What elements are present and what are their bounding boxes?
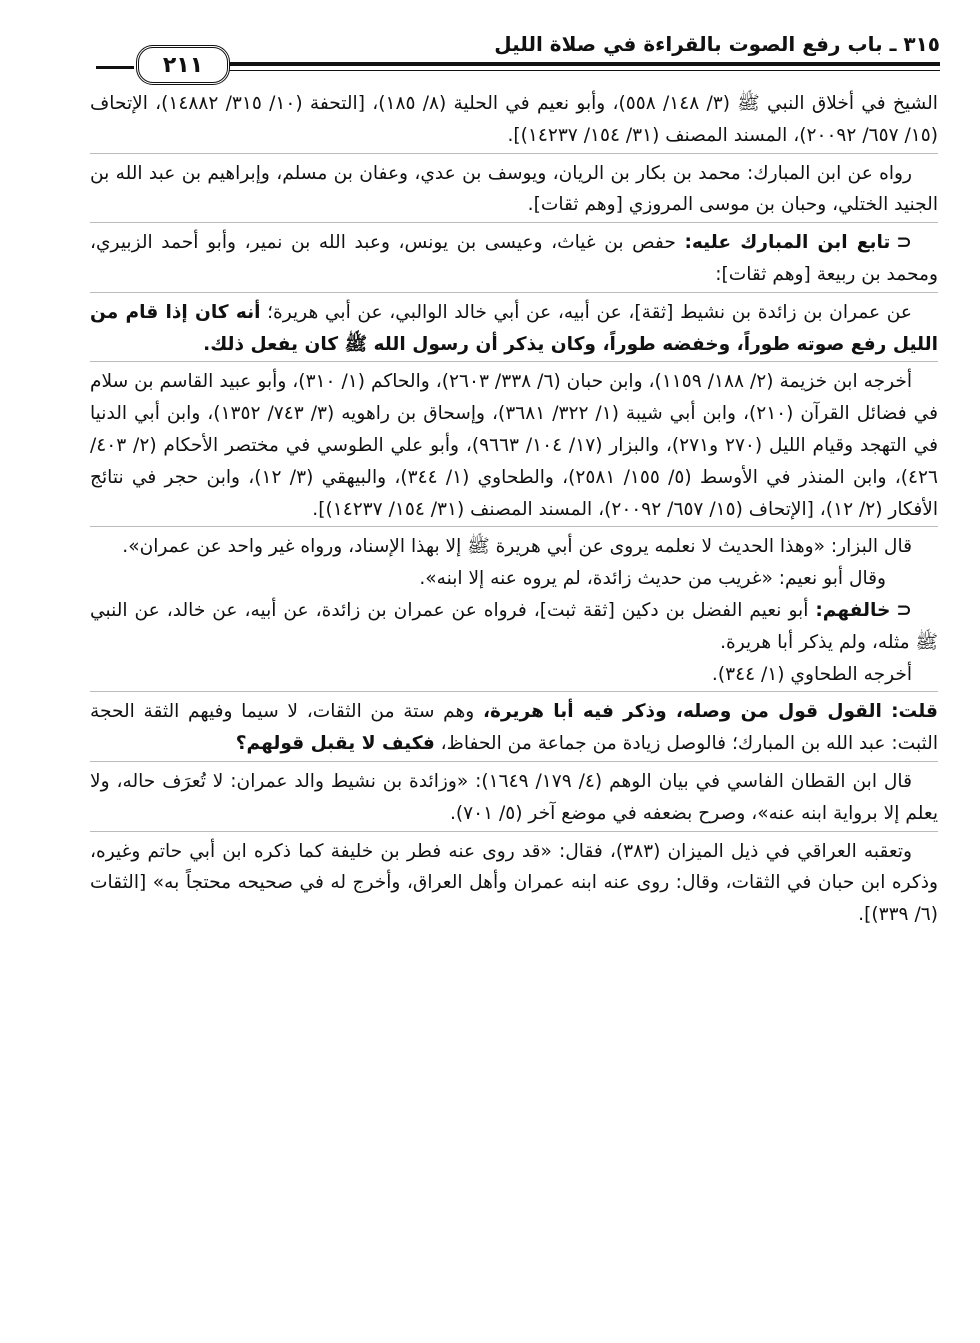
paragraph-text: وتعقبه العراقي في ذيل الميزان (٣٨٣)، فقال: «قد روى عنه فطر بن خليفة كما ذكره ابن أبي حاتم وغيره، وذكره ابن حبان في الثقات، وقال: روى عنه ابنه عمران وأهل العراق، وأخرج له في صحيحه محتجاً به» [الثقات (٦/ ٣٣٩)]. [90, 840, 938, 926]
header-rule-left [96, 66, 134, 69]
paragraph-narrators [90, 152, 938, 222]
paragraph-text: أخرجه ابن خزيمة (٢/ ١٨٨/ ١١٥٩)، وابن حبان (٦/ ٣٣٨/ ٢٦٠٣)، والحاكم (١/ ٣١٠)، وأبو عبيد القاسم بن سلام في فضائل القرآن (٢١٠)، وابن أبي شيبة (١/ ٣٢٢/ ٣٦٨١)، وإسحاق بن راهويه (٣/ ٧٤٣/ ١٣٥٢)، وابن أبي الدنيا في التهجد وقيام الليل (٢٧٠ و٢٧١)، والبزار (١٧/ ١٠٤/ ٩٦٦٣)، وأبو علي الطوسي في مختصر الأحكام (٢/ ٤٠٣/ ٤٢٦)، وابن المنذر في الأوسط (٥/ ١٥٥/ ٢٥٨١)، والطحاوي (١/ ٣٤٤)، والبيهقي (٣/ ١٢)، وابن حجر في نتائج الأفكار (٢/ ١٢)، [الإتحاف (١٥/ ٦٥٧/ ٢٠٠٩٢)، المسند المصنف (٣١/ ١٥٤/ ١٤٢٣٧)]. [90, 371, 939, 520]
paragraph-verdict [90, 690, 938, 760]
bullet-icon: ⊂ [896, 232, 912, 254]
paragraph-text: حفص بن غياث، وعيسى بن يونس، وعبد الله بن نمير، وأبو أحمد الزبيري، ومحمد بن ربيعة [وهم ثقات]: [90, 232, 938, 285]
paragraph-text: عن عمران بن زائدة بن نشيط [ثقة]، عن أبيه، عن أبي خالد الوالبي، عن أبي هريرة؛ [260, 301, 912, 323]
running-title: ٣١٥ ـ باب رفع الصوت بالقراءة في صلاة الليل [494, 32, 940, 56]
paragraph-text: أبو نعيم الفضل بن دكين [ثقة ثبت]، فرواه عن عمران بن زائدة، عن أبيه، عن خالد، عن النبي ﷺ مثله، ولم يذكر أبا هريرة. [90, 599, 938, 653]
hadith-matn: أنه كان إذا قام من الليل رفع صوته طوراً، وخفضه طوراً، وكان يذكر أن رسول الله ﷺ كان يفعل ذلك. [90, 301, 938, 355]
paragraph-text: وهم ستة من الثقات، لا سيما وفيهم الثقة الحجة الثبت: عبد الله بن المبارك؛ فالوصل زيادة من جماعة من الحفاظ، [90, 701, 938, 755]
paragraph-text: وقال أبو نعيم: «غريب من حديث زائدة، لم يروه عنه إلا ابنه». [419, 568, 886, 590]
paragraph-ibn-qattan [90, 760, 938, 830]
paragraph-bazzar [90, 525, 938, 563]
paragraph-lead: قلت: القول قول من وصله، وذكر فيه أبا هريرة، [482, 701, 938, 723]
paragraph-takhrij [90, 360, 938, 525]
paragraph-text: رواه عن ابن المبارك: محمد بن بكار بن الريان، ويوسف بن عدي، وعفان بن مسلم، وإبراهيم بن عبد الله بن الجنيد الختلي، وحبان بن موسى المروزي [وهم ثقات]. [90, 162, 938, 216]
paragraph-text: الشيخ في أخلاق النبي ﷺ (٣/ ١٤٨/ ٥٥٨)، وأبو نعيم في الحلية (٨/ ١٨٥)، [التحفة (١٠/ ٣١٥/ ١٤٨٨٢)، الإتحاف (١٥/ ٦٥٧/ ٢٠٠٩٢)، المسند المصنف (٣١/ ١٥٤/ ١٤٢٣٧)]. [90, 93, 938, 146]
page-number: ٢١١ [162, 52, 204, 78]
paragraph-hadith [90, 291, 938, 361]
main-text [90, 88, 938, 931]
paragraph-bold-tail: فكيف لا يقبل قولهم؟ [235, 733, 435, 755]
paragraph-opposition [90, 595, 938, 659]
paragraph-lead: خالفهم: [815, 599, 891, 621]
paragraph-text: قال البزار: «وهذا الحديث لا نعلمه يروى عن أبي هريرة ﷺ إلا بهذا الإسناد، ورواه غير واحد عن عمران». [122, 536, 912, 558]
paragraph-iraqi [90, 830, 938, 931]
paragraph-tahawi [90, 659, 938, 691]
paragraph-text: أخرجه الطحاوي (١/ ٣٤٤). [711, 663, 912, 685]
header-rule-thin [228, 70, 940, 71]
bullet-icon: ⊂ [896, 599, 912, 621]
paragraph-followers [90, 221, 938, 291]
page-number-badge [136, 45, 230, 85]
header-rule [228, 62, 940, 66]
paragraph-text: قال ابن القطان الفاسي في بيان الوهم (٤/ ١٧٩/ ١٦٤٩): «وزائدة بن نشيط والد عمران: لا تُعرَف حاله، ولا يعلم إلا برواية ابنه عنه»، وصرح بضعفه في موضع آخر (٥/ ٧٠١). [90, 770, 938, 824]
paragraph-citation-continuation [90, 88, 938, 152]
page-header [96, 30, 940, 86]
paragraph-abu-nuaym [90, 563, 938, 595]
paragraph-lead: تابع ابن المبارك عليه: [684, 232, 891, 254]
